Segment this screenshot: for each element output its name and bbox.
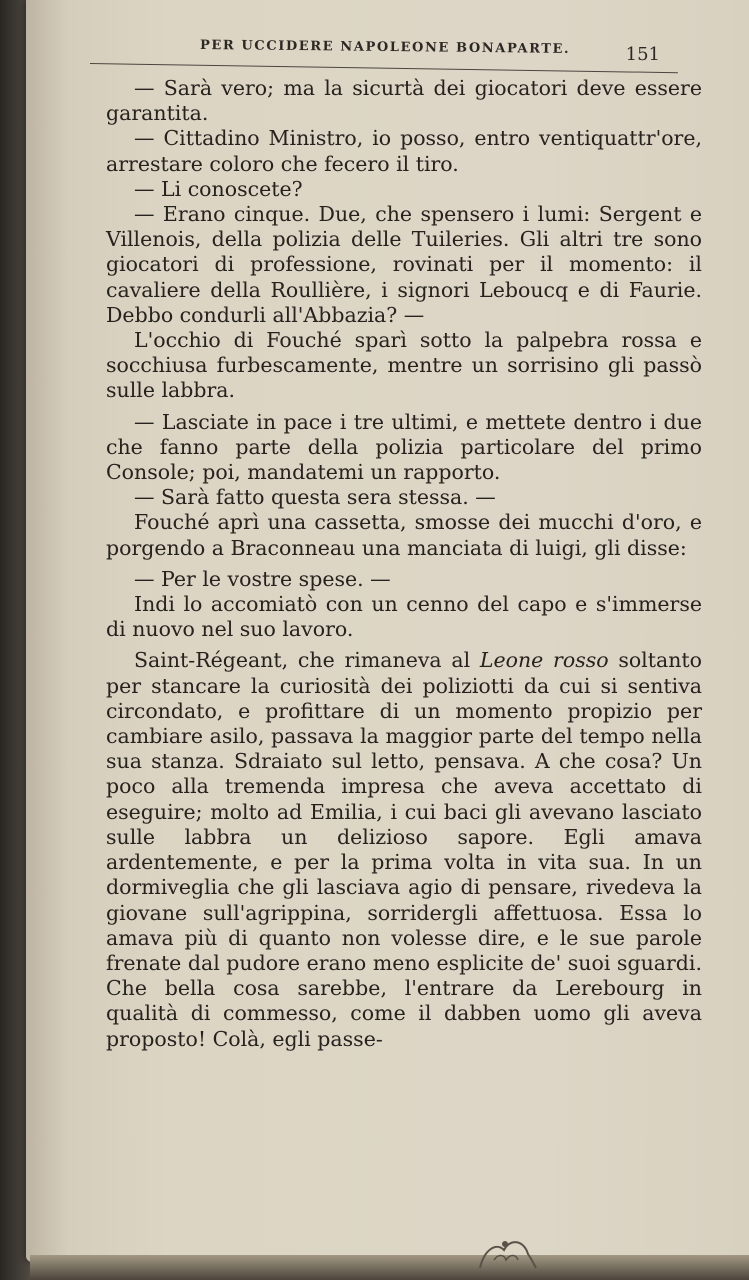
paragraph: — Cittadino Ministro, io posso, entro ventiquattr'ore, arrestare coloro che fecero il tiro. <box>106 126 702 176</box>
paragraph: — Sarà fatto questa sera stessa. — <box>134 485 496 510</box>
page-header <box>90 36 680 66</box>
paragraph: — Erano cinque. Due, che spensero i lumi: Sergent e Villenois, della polizia delle Tuileries. Gli altri tre sono giocatori di professione, rovinati per il momento: il cavaliere della Roullière, i signori Leboucq e di Faurie. Debbo condurli all'Abbazia? — <box>106 202 702 327</box>
paragraph: — Lasciate in pace i tre ultimi, e mettete dentro i due che fanno parte della polizia particolare del primo Console; poi, mandatemi un rapporto. <box>106 409 702 485</box>
paragraph: Fouché aprì una cassetta, smosse dei mucchi d'oro, e porgendo a Braconneau una manciata di luigi, gli disse: <box>106 510 702 560</box>
paragraph: — Per le vostre spese. — <box>134 566 391 591</box>
text-run: Saint-Régeant, che rimaneva al <box>134 648 480 673</box>
italic-title: Leone rosso <box>479 648 609 673</box>
page-bottom-edge <box>30 1255 749 1280</box>
ornament-icon <box>470 1220 540 1270</box>
paragraph-final <box>106 648 702 1051</box>
body-text <box>106 76 702 1052</box>
paragraph: Indi lo accomiatò con un cenno del capo e s'immerse di nuovo nel suo lavoro. <box>106 592 702 642</box>
page-number: 151 <box>625 44 660 65</box>
paragraph: L'occhio di Fouché sparì sotto la palpebra rossa e socchiusa furbescamente, mentre un sorrisino gli passò sulle labbra. <box>106 328 702 403</box>
paragraph: — Li conoscete? <box>134 176 303 201</box>
paragraph: — Sarà vero; ma la sicurtà dei giocatori deve essere garantita. <box>106 76 702 126</box>
text-run: soltanto per stancare la curiosità dei poliziotti da cui si sentiva circondato, e profittare di un momento propizio per cambiare asilo, passava la maggior parte del tempo nella sua stanza. Sdraiato sul letto, pensava. A che cosa? Un poco alla tremenda impresa che aveva accettato di eseguire; molto ad Emilia, i cui baci gli avevano lasciato sulle labbra un delizioso sapore. Egli amava ardentemente, e per la prima volta in vita sua. In un dormiveglia che gli lasciava agio di pensare, rivedeva la giovane sull'agrippina, sorridergli affettuosa. Essa lo amava più di quanto non volesse dire, e le sue parole frenate dal pudore erano meno esplicite de' suoi sguardi. Che bella cosa sarebbe, l'entrare da Lerebourg in qualità di commesso, come il dabben uomo gli aveva proposto! Colà, egli passe- <box>106 648 702 1051</box>
running-title: PER UCCIDERE NAPOLEONE BONAPARTE. <box>199 38 571 57</box>
